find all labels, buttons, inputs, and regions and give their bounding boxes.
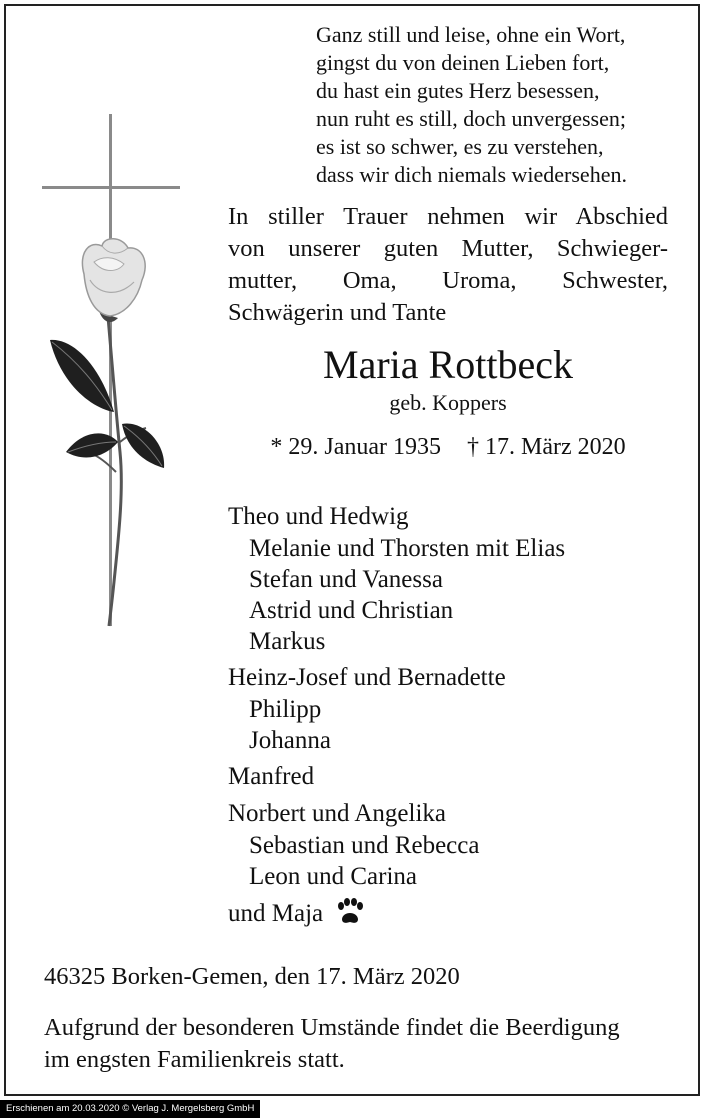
notice-line: im engsten Familienkreis statt. xyxy=(44,1046,345,1073)
birth-date: * 29. Januar 1935 xyxy=(270,434,441,460)
life-dates xyxy=(228,432,668,462)
rose-icon xyxy=(50,239,164,626)
family-member: Astrid und Christian xyxy=(249,597,454,624)
poem xyxy=(316,21,676,189)
family-group xyxy=(228,662,688,756)
deceased-name: Maria Rottbeck xyxy=(323,342,573,387)
family-member: Leon und Carina xyxy=(249,863,418,890)
family-member: Melanie und Thorsten mit Elias xyxy=(249,535,566,562)
poem-line: gingst du von deinen Lieben fort, xyxy=(316,50,610,75)
intro-line: von unserer guten Mutter, Schwieger- xyxy=(228,235,668,262)
publication-footer: Erschienen am 20.03.2020 © Verlag J. Mergelsberg GmbH xyxy=(0,1100,260,1118)
notice-line: Aufgrund der besonderen Umstände findet die Beerdigung xyxy=(44,1014,620,1041)
death-date: † 17. März 2020 xyxy=(467,434,626,460)
family-head: Theo und Hedwig xyxy=(228,503,409,530)
place-and-date: 46325 Borken-Gemen, den 17. März 2020 xyxy=(44,963,460,990)
family-member: Markus xyxy=(249,628,326,655)
family-head: Manfred xyxy=(228,763,315,790)
cross-and-rose-illustration xyxy=(38,112,188,632)
intro-line: In stiller Trauer nehmen wir Abschied xyxy=(228,203,668,230)
mourning-intro xyxy=(228,201,668,329)
family-member: Stefan und Vanessa xyxy=(249,566,443,593)
family-member: Johanna xyxy=(249,727,331,754)
paw-print-icon xyxy=(335,897,365,927)
family-group xyxy=(228,761,688,793)
survivors-list xyxy=(228,501,688,931)
intro-line: Schwägerin und Tante xyxy=(228,299,447,326)
family-member: Philipp xyxy=(249,696,322,723)
family-group xyxy=(228,798,688,892)
poem-line: nun ruht es still, doch unvergessen; xyxy=(316,106,626,131)
family-group xyxy=(228,501,688,657)
family-member: Sebastian und Rebecca xyxy=(249,832,480,859)
funeral-notice xyxy=(44,1012,684,1076)
poem-line: es ist so schwer, es zu verstehen, xyxy=(316,134,604,159)
poem-line: dass wir dich niemals wiedersehen. xyxy=(316,162,627,187)
family-head: Heinz-Josef und Bernadette xyxy=(228,664,506,691)
maiden-name: geb. Koppers xyxy=(389,390,507,415)
poem-line: Ganz still und leise, ohne ein Wort, xyxy=(316,22,626,47)
pet-line xyxy=(228,897,688,931)
family-head: Norbert und Angelika xyxy=(228,800,447,827)
poem-line: du hast ein gutes Herz besessen, xyxy=(316,78,600,103)
pet-name: und Maja xyxy=(228,900,324,927)
intro-line: mutter, Oma, Uroma, Schwester, xyxy=(228,267,668,294)
